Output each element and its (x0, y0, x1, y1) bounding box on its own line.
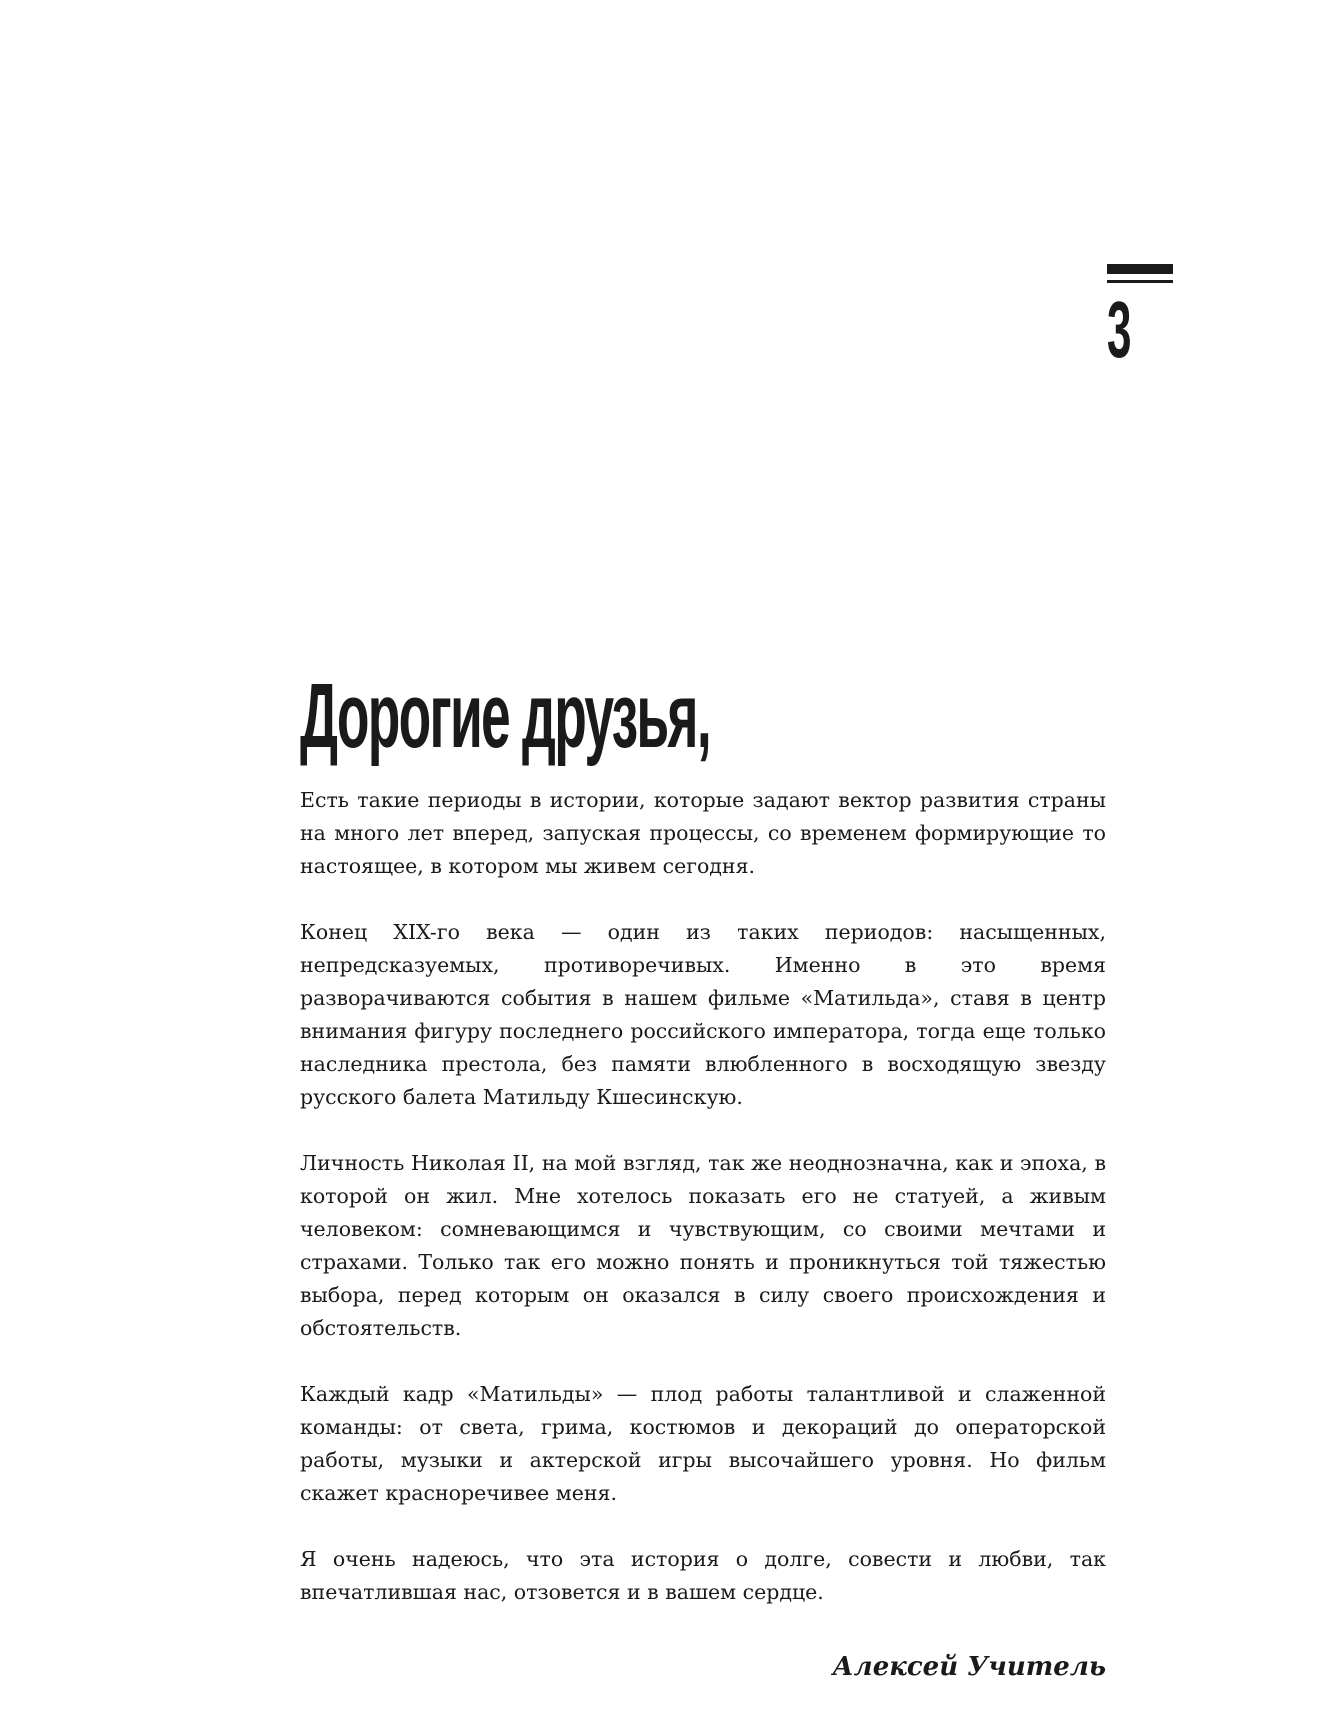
paragraph: Конец XIX-го века — один из таких периодов: насыщенных, непредсказуемых, противоречивых. Именно в это время разворачиваются события в нашем фильме «Матильда», ставя в центр внимания фигуру последнего российского императора, тогда еще только наследника престола, без памяти влюбленного в восходящую звезду русского балета Матильду Кшесинскую. (300, 920, 1106, 1109)
page-number: 3 (1107, 285, 1132, 374)
letter-body (300, 784, 1106, 1609)
paragraph: Каждый кадр «Матильды» — плод работы талантливой и слаженной команды: от света, грима, костюмов и декораций до операторской работы, музыки и актерской игры высочайшего уровня. Но фильм скажет красноречивее меня. (300, 1382, 1106, 1505)
author-signature: Алексей Учитель (832, 1652, 1106, 1682)
page-marker-thin-rule (1107, 280, 1173, 283)
paragraph: Я очень надеюсь, что эта история о долге, совести и любви, так впечатлившая нас, отзовется и в вашем сердце. (300, 1547, 1106, 1604)
page-marker (1107, 264, 1173, 374)
paragraph: Есть такие периоды в истории, которые задают вектор развития страны на много лет вперед, запуская процессы, со временем формирующие то настоящее, в котором мы живем сегодня. (300, 788, 1106, 878)
paragraph: Личность Николая II, на мой взгляд, так же неоднозначна, как и эпоха, в которой он жил. Мне хотелось показать его не статуей, а живым человеком: сомневающимся и чувствующим, со своими мечтами и страхами. Только так его можно понять и проникнуться той тяжестью выбора, перед которым он оказался в силу своего происхождения и обстоятельств. (300, 1151, 1106, 1340)
page-title: Дорогие друзья, (300, 665, 710, 767)
letter-content (300, 660, 1106, 1685)
page-marker-thick-rule (1107, 264, 1173, 274)
